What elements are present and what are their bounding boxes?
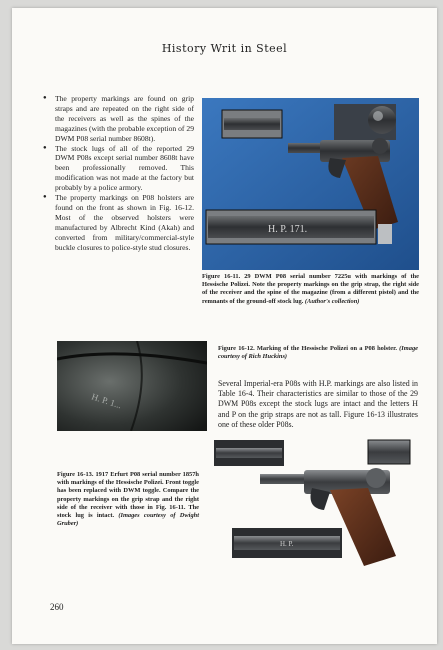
running-header: History Writ in Steel [161,42,288,55]
figure-16-13-credit: (Images courtesy of Dwight Gruber) [57,512,199,528]
bullet-list [42,94,194,253]
figure-16-11-caption-text: Figure 16-11. 29 DWM P08 serial number 7225u with markings of the Hessische Polizei. Note the property markings on the grip strap, the right side of the receiver and the spine of the magazine (from a different pistol) and the remnants of the ground-off stock lug. [202,273,419,305]
figure-16-12-caption [218,345,418,361]
pistol-illustration [202,98,419,270]
erfurt-pistol-illustration [204,438,420,584]
holster-illustration [57,341,207,431]
figure-16-12-credit: (Image courtesy of Rich Huckins) [218,345,418,361]
bullet-item: ● The property markings on P08 holsters are found on the front as shown in Fig. 16-12. Most of the observed holsters were manufactured by Albrecht Kind (Akah) and converted from military/commercial-style buckle closures to police-style stud closures. [42,193,194,252]
grip-strap-marking: H. P. 171. [268,224,308,235]
figure-16-13-caption [57,471,199,528]
figure-16-13-caption-text: Figure 16-13. 1917 Erfurt P08 serial number 1857h with markings of the Hessische Polizei. Front toggle has been replaced with DWM toggle. Compare the property markings on the grip strap and the right side of the receiver with those in Fig. 16-11. The stock lug is intact. [57,471,199,520]
page-number: 260 [50,602,64,612]
figure-16-11-credit: (Author's collection) [304,297,360,305]
figure-16-12-photo [57,341,207,431]
figure-16-11-photo [202,98,419,270]
figure-16-12-caption-text: Figure 16-12. Marking of the Hessische Polizei on a P08 holster. [218,345,397,352]
figure-16-11-caption [202,273,419,306]
body-paragraph: Several Imperial-era P08s with H.P. markings are also listed in Table 16-4. Their characteristics are similar to those of the 29 DWM P08s except the stock lugs are intact and the letters H and P on the grip straps are not as tall. Figure 16-13 illustrates one of these older P08s. [218,379,418,429]
bullet-item: ● The stock lugs of all of the reported 29 DWM P08s except serial number 8608t have been professionally removed. This modification was not made at the factory but probably by a police armory. [42,144,194,194]
book-page [12,8,437,644]
svg-text:H. P.: H. P. [280,540,294,548]
svg-text:H. P. 1...: H. P. 1... [90,391,123,411]
bullet-item: ● The property markings are found on grip straps and are repeated on the right side of the receivers as well as the spines of the magazines (with the probable exception of 29 DWM P08 serial number 8608t). [42,94,194,144]
figure-16-13-photo [204,438,420,584]
